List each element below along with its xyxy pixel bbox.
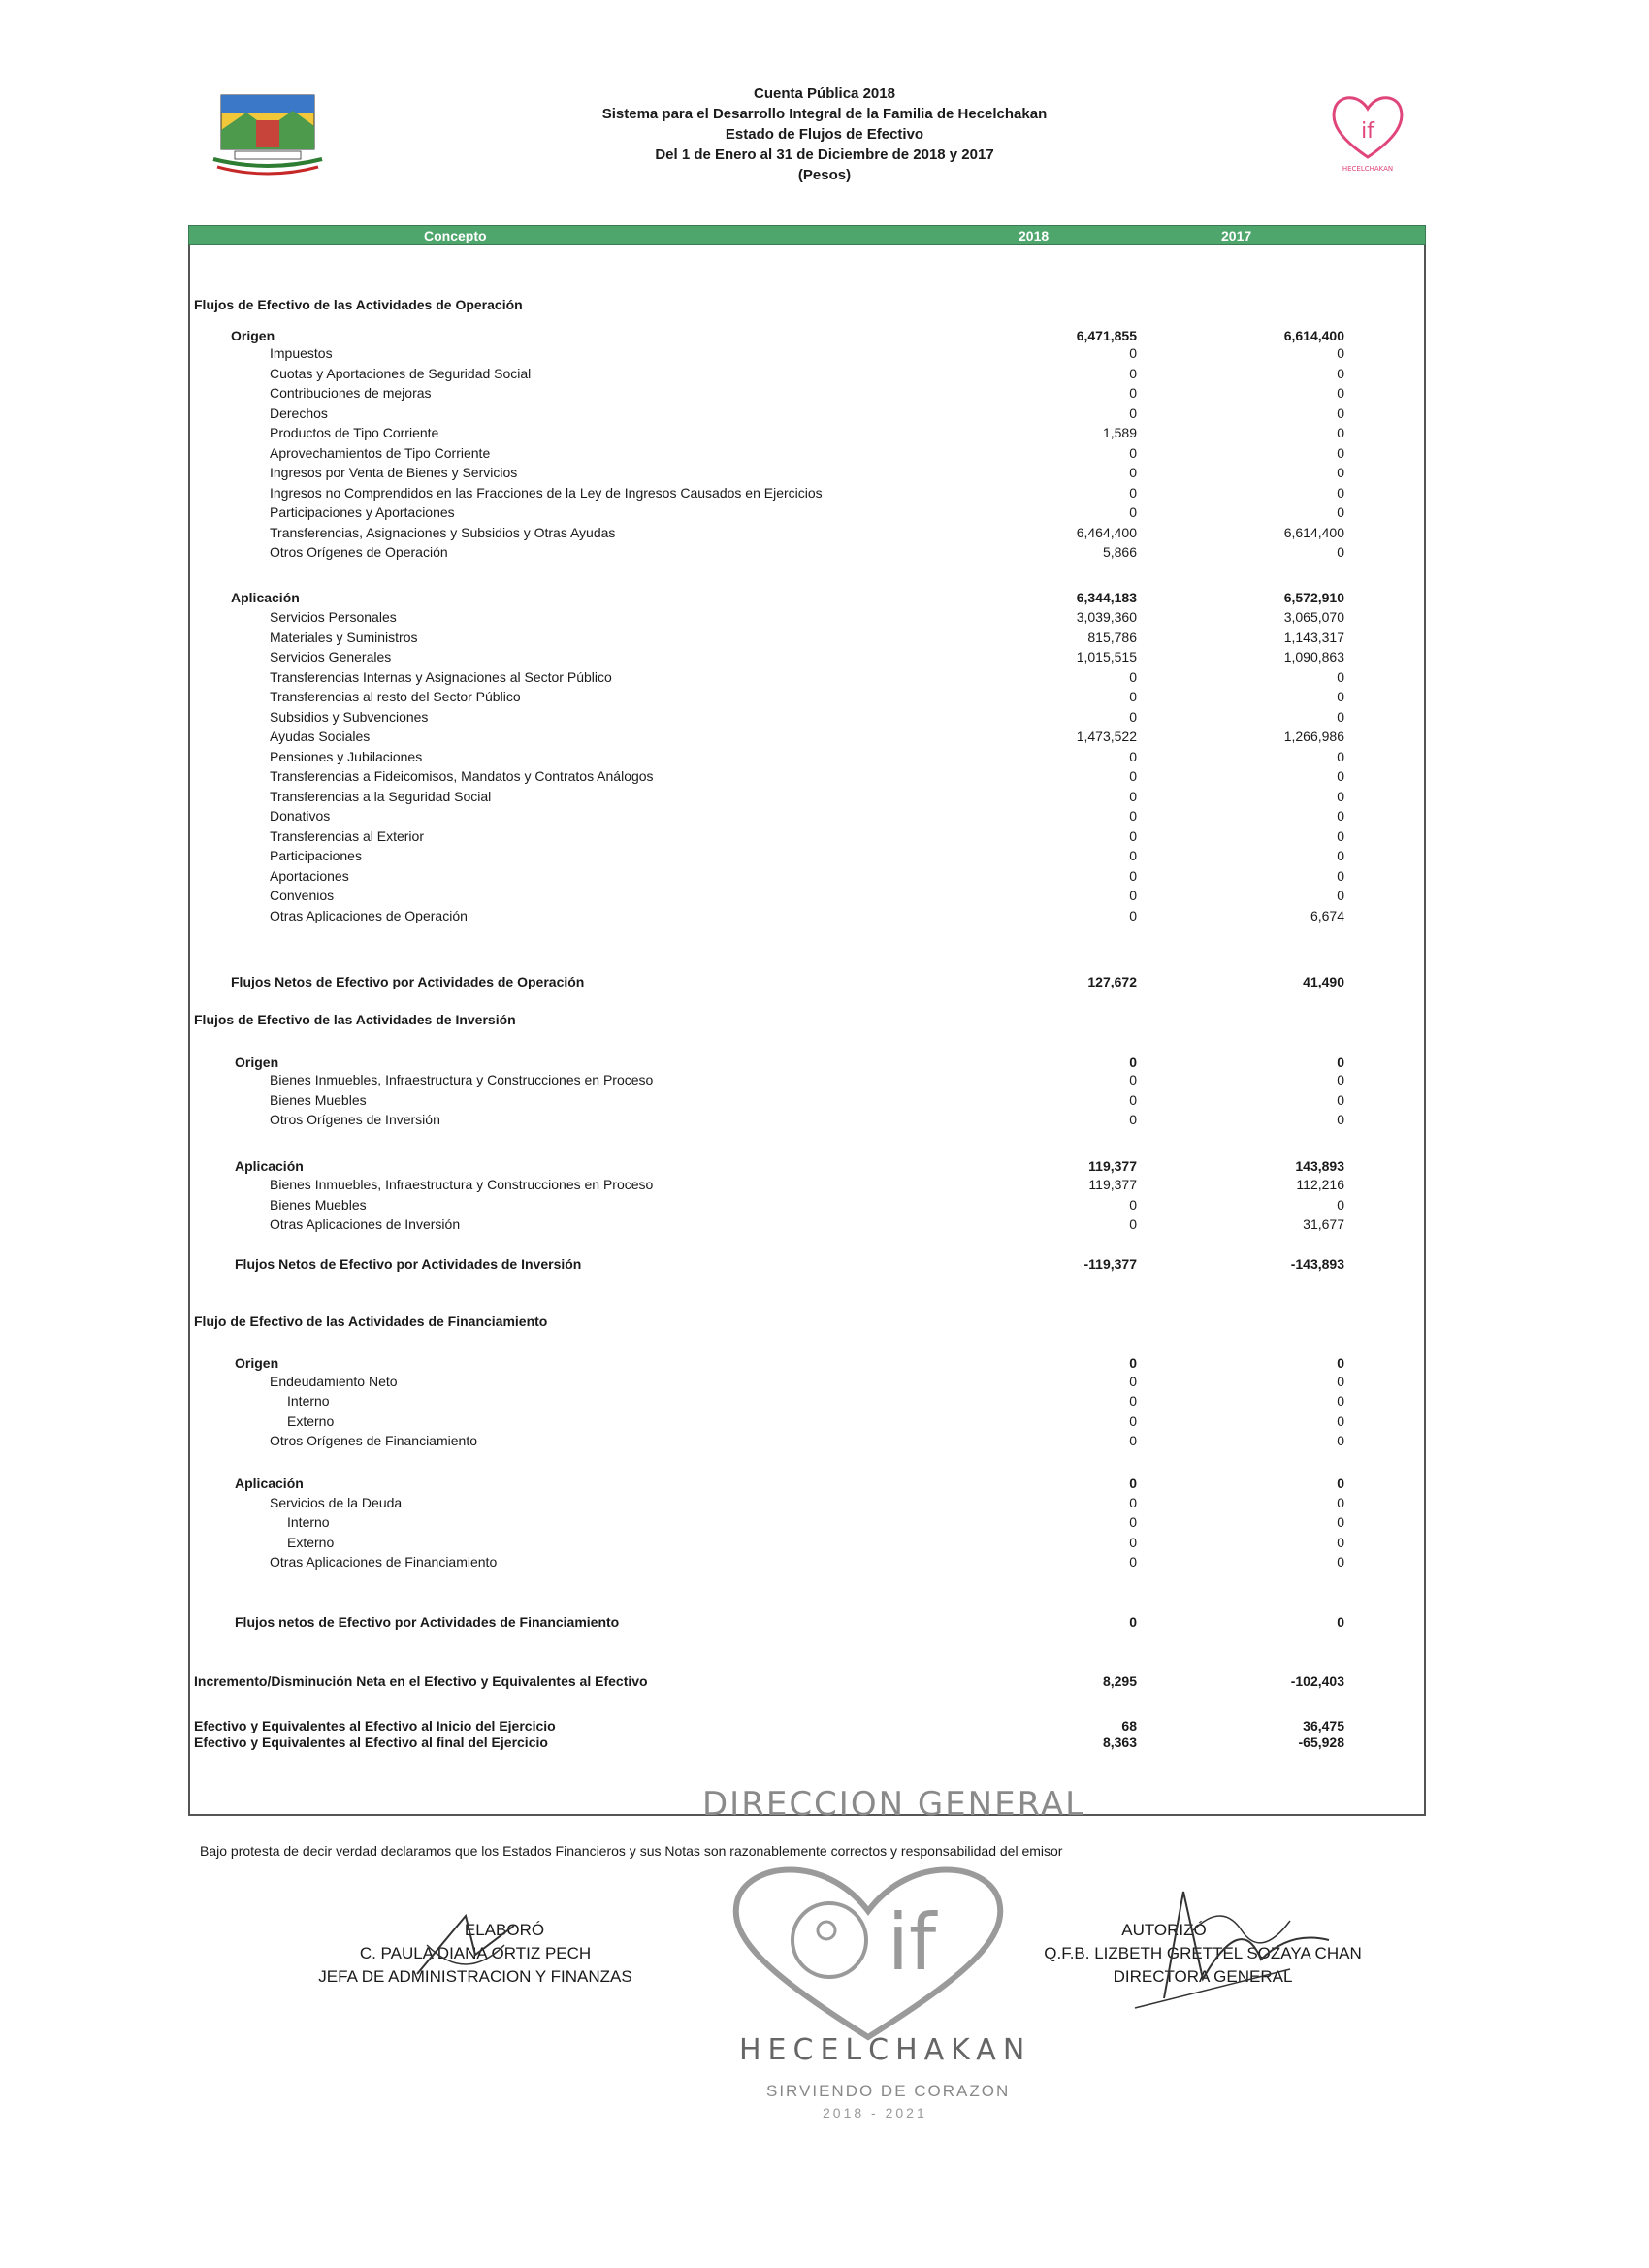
table-row: [190, 630, 1428, 648]
table-row: [190, 729, 1428, 747]
declaration-statement: Bajo protesta de decir verdad declaramos que los Estados Financieros y sus Notas son razonablemente correctos y responsabilidad del emisor: [200, 1843, 1063, 1859]
row-label: Interno: [287, 1514, 330, 1530]
table-row: [190, 525, 1428, 543]
row-value-2018: 0: [1129, 689, 1137, 704]
signature-scribble-left: [407, 1896, 524, 1993]
table-row: [190, 974, 1428, 992]
row-label: Origen: [235, 1054, 279, 1070]
row-label: Endeudamiento Neto: [270, 1374, 398, 1389]
row-value-2017: 0: [1337, 385, 1344, 401]
table-row: [190, 1374, 1428, 1392]
signature-name-elaboro: C. PAULA DIANA ORTIZ PECH: [359, 1944, 592, 1962]
table-row: [190, 425, 1428, 443]
table-row: [190, 789, 1428, 807]
row-value-2017: 1,090,863: [1283, 649, 1344, 664]
row-value-2017: 0: [1337, 1112, 1344, 1127]
row-value-2018: 8,295: [1102, 1673, 1137, 1689]
row-label: Efectivo y Equivalentes al Efectivo al final del Ejercicio: [194, 1734, 548, 1750]
row-label: Servicios Generales: [270, 649, 392, 664]
row-value-2017: 0: [1337, 544, 1344, 560]
row-value-2017: 112,216: [1296, 1177, 1344, 1192]
row-value-2018: 0: [1129, 1072, 1137, 1087]
row-value-2018: 0: [1129, 345, 1137, 361]
row-value-2018: 0: [1129, 868, 1137, 884]
row-value-2018: 0: [1129, 1054, 1137, 1070]
row-value-2017: 0: [1337, 504, 1344, 520]
row-value-2017: 0: [1337, 789, 1344, 804]
seal-motto: SIRVIENDO DE CORAZON: [766, 2082, 1011, 2100]
row-value-2018: 0: [1129, 669, 1137, 685]
row-label: Bienes Muebles: [270, 1092, 367, 1108]
row-value-2018: 0: [1129, 1197, 1137, 1213]
table-row: [190, 1673, 1428, 1692]
table-row: [190, 504, 1428, 523]
table-row: [190, 1012, 1428, 1030]
row-value-2018: 0: [1129, 749, 1137, 764]
row-value-2018: 815,786: [1087, 630, 1137, 645]
report-statement-name: Estado de Flujos de Efectivo: [725, 126, 924, 143]
signature-name-autorizo: Q.F.B. LIZBETH GRETTEL SOZAYA CHAN: [1044, 1944, 1362, 1962]
table-header: [188, 225, 1426, 245]
row-label: Participaciones y Aportaciones: [270, 504, 455, 520]
row-label: Otros Orígenes de Inversión: [270, 1112, 440, 1127]
row-value-2017: 0: [1337, 1554, 1344, 1570]
row-value-2018: 8,363: [1102, 1734, 1137, 1750]
row-label: Donativos: [270, 808, 331, 824]
report-entity: Sistema para el Desarrollo Integral de la Familia de Hecelchakan: [601, 106, 1048, 122]
row-value-2018: 6,464,400: [1076, 525, 1137, 540]
row-value-2017: -102,403: [1290, 1673, 1344, 1689]
row-value-2017: 0: [1337, 1197, 1344, 1213]
row-label: Ayudas Sociales: [270, 729, 371, 744]
row-value-2018: 0: [1129, 1216, 1137, 1232]
row-value-2018: 0: [1129, 1112, 1137, 1127]
row-label: Flujos netos de Efectivo por Actividades de Financiamiento: [235, 1614, 620, 1630]
row-value-2018: 127,672: [1087, 974, 1137, 989]
row-label: Transferencias a Fideicomisos, Mandatos y Contratos Análogos: [270, 768, 654, 784]
row-value-2018: -119,377: [1083, 1256, 1137, 1272]
row-value-2017: 0: [1337, 848, 1344, 863]
table-row: [190, 1535, 1428, 1553]
row-value-2017: 0: [1337, 669, 1344, 685]
row-label: Convenios: [270, 888, 335, 903]
row-value-2017: 0: [1337, 868, 1344, 884]
table-row: [190, 888, 1428, 906]
row-label: Transferencias al Exterior: [270, 828, 424, 844]
row-label: Otras Aplicaciones de Financiamiento: [270, 1554, 498, 1570]
row-label: Aplicación: [235, 1158, 304, 1174]
row-value-2018: 0: [1129, 888, 1137, 903]
row-value-2018: 0: [1129, 1374, 1137, 1389]
row-value-2017: 0: [1337, 1433, 1344, 1448]
table-row: [190, 669, 1428, 688]
table-row: [190, 1355, 1428, 1374]
seal-municipality-name: HECELCHAKAN: [739, 2033, 1032, 2067]
row-value-2017: 0: [1337, 1355, 1344, 1371]
row-label: Bienes Muebles: [270, 1197, 367, 1213]
row-value-2017: 0: [1337, 405, 1344, 421]
seal-mark: if: [887, 1897, 937, 1988]
row-value-2017: 6,674: [1310, 908, 1344, 923]
row-value-2017: 0: [1337, 1495, 1344, 1510]
row-label: Origen: [235, 1355, 279, 1371]
row-value-2018: 6,471,855: [1076, 328, 1137, 343]
row-value-2018: 119,377: [1088, 1158, 1137, 1174]
row-value-2018: 0: [1129, 908, 1137, 923]
row-label: Contribuciones de mejoras: [270, 385, 432, 401]
row-label: Flujos Netos de Efectivo por Actividades de Inversión: [235, 1256, 582, 1272]
row-label: Efectivo y Equivalentes al Efectivo al Inicio del Ejercicio: [194, 1718, 556, 1733]
row-value-2018: 1,589: [1102, 425, 1137, 440]
row-value-2017: 1,266,986: [1283, 729, 1344, 744]
row-value-2018: 0: [1129, 1535, 1137, 1550]
table-row: [190, 1393, 1428, 1411]
table-row: [190, 1734, 1428, 1753]
row-label: Otros Orígenes de Operación: [270, 544, 448, 560]
row-label: Flujos de Efectivo de las Actividades de Inversión: [194, 1012, 516, 1027]
row-label: Materiales y Suministros: [270, 630, 418, 645]
row-label: Aplicación: [231, 590, 300, 605]
row-value-2017: 6,614,400: [1283, 328, 1344, 343]
row-value-2017: 31,677: [1303, 1216, 1344, 1232]
column-header-2018: 2018: [1018, 228, 1050, 243]
table-row: [190, 405, 1428, 424]
row-value-2018: 0: [1129, 504, 1137, 520]
table-row: [190, 709, 1428, 728]
row-value-2017: 0: [1337, 808, 1344, 824]
table-row: [190, 808, 1428, 826]
table-row: [190, 1072, 1428, 1090]
row-label: Ingresos por Venta de Bienes y Servicios: [270, 465, 518, 480]
table-row: [190, 297, 1428, 315]
table-row: [190, 1092, 1428, 1111]
row-value-2018: 3,039,360: [1076, 609, 1137, 625]
row-value-2018: 0: [1129, 485, 1137, 501]
row-value-2018: 0: [1129, 445, 1137, 461]
table-row: [190, 544, 1428, 563]
row-value-2018: 0: [1129, 828, 1137, 844]
row-label: Transferencias a la Seguridad Social: [270, 789, 492, 804]
row-label: Pensiones y Jubilaciones: [270, 749, 423, 764]
signature-title-elaboro: JEFA DE ADMINISTRACION Y FINANZAS: [318, 1967, 632, 1986]
row-value-2017: 0: [1337, 1393, 1344, 1409]
table-row: [190, 485, 1428, 503]
row-label: Transferencias Internas y Asignaciones al Sector Público: [270, 669, 612, 685]
table-row: [190, 1554, 1428, 1572]
row-value-2018: 0: [1129, 366, 1137, 381]
row-value-2017: 0: [1337, 485, 1344, 501]
row-value-2018: 5,866: [1102, 544, 1137, 560]
dif-heart-logo: [1329, 89, 1406, 178]
row-value-2017: 0: [1337, 1475, 1344, 1491]
table-row: [190, 649, 1428, 667]
row-label: Subsidios y Subvenciones: [270, 709, 429, 725]
row-value-2017: 0: [1337, 425, 1344, 440]
row-value-2018: 0: [1129, 1092, 1137, 1108]
table-row: [190, 848, 1428, 866]
table-row: [190, 749, 1428, 767]
table-row: [190, 1495, 1428, 1513]
row-value-2017: -65,928: [1298, 1734, 1344, 1750]
table-row: [190, 1177, 1428, 1195]
row-value-2018: 0: [1129, 1393, 1137, 1409]
row-label: Derechos: [270, 405, 328, 421]
report-currency: (Pesos): [797, 167, 852, 183]
table-row: [190, 1216, 1428, 1235]
table-row: [190, 1054, 1428, 1073]
row-label: Cuotas y Aportaciones de Seguridad Social: [270, 366, 532, 381]
table-row: [190, 385, 1428, 404]
row-value-2017: 0: [1337, 1072, 1344, 1087]
row-value-2017: 6,572,910: [1283, 590, 1344, 605]
row-label: Incremento/Disminución Neta en el Efectivo y Equivalentes al Efectivo: [194, 1673, 648, 1689]
row-label: Origen: [231, 328, 275, 343]
signature-role-elaboro: ELABORÓ: [464, 1921, 545, 1939]
table-row: [190, 908, 1428, 926]
report-period: Del 1 de Enero al 31 de Diciembre de 2018 y 2017: [655, 146, 994, 163]
row-value-2017: 0: [1337, 1514, 1344, 1530]
row-label: Servicios de la Deuda: [270, 1495, 403, 1510]
row-value-2017: 0: [1337, 345, 1344, 361]
row-label: Servicios Personales: [270, 609, 397, 625]
row-value-2017: 0: [1337, 1413, 1344, 1429]
row-value-2018: 0: [1129, 1413, 1137, 1429]
table-row: [190, 1112, 1428, 1130]
row-value-2018: 0: [1129, 385, 1137, 401]
table-row: [190, 828, 1428, 847]
row-value-2018: 1,473,522: [1076, 729, 1137, 744]
row-label: Otras Aplicaciones de Operación: [270, 908, 468, 923]
row-label: Productos de Tipo Corriente: [270, 425, 439, 440]
row-value-2018: 0: [1129, 1495, 1137, 1510]
row-value-2017: 0: [1337, 749, 1344, 764]
row-label: Bienes Inmuebles, Infraestructura y Construcciones en Proceso: [270, 1072, 654, 1087]
signature-role-autorizo: AUTORIZÓ: [1121, 1921, 1207, 1939]
row-value-2017: 0: [1337, 768, 1344, 784]
row-label: Flujos Netos de Efectivo por Actividades de Operación: [231, 974, 585, 989]
row-value-2017: 0: [1337, 445, 1344, 461]
row-value-2017: 3,065,070: [1283, 609, 1344, 625]
row-value-2018: 0: [1129, 848, 1137, 863]
direccion-general-stamp: DIRECCION GENERAL: [702, 1785, 1086, 1824]
table-row: [190, 609, 1428, 628]
row-value-2017: 0: [1337, 1535, 1344, 1550]
table-row: [190, 689, 1428, 707]
row-label: Aprovechamientos de Tipo Corriente: [270, 445, 491, 461]
row-value-2017: 1,143,317: [1283, 630, 1344, 645]
row-value-2018: 0: [1129, 405, 1137, 421]
row-value-2017: 0: [1337, 465, 1344, 480]
row-value-2018: 119,377: [1088, 1177, 1137, 1192]
row-label: Ingresos no Comprendidos en las Fracciones de la Ley de Ingresos Causados en Ejercicios: [270, 485, 823, 501]
report-title-account: Cuenta Pública 2018: [754, 85, 895, 102]
table-row: [190, 1614, 1428, 1633]
row-value-2018: 0: [1129, 709, 1137, 725]
table-row: [190, 868, 1428, 887]
row-value-2017: 41,490: [1303, 974, 1344, 989]
row-value-2018: 68: [1121, 1718, 1137, 1733]
row-label: Aplicación: [235, 1475, 304, 1491]
table-row: [190, 1475, 1428, 1494]
row-value-2017: 0: [1337, 1614, 1344, 1630]
row-label: Flujos de Efectivo de las Actividades de Operación: [194, 297, 523, 312]
row-value-2017: -143,893: [1290, 1256, 1344, 1272]
row-value-2017: 0: [1337, 709, 1344, 725]
row-value-2018: 0: [1129, 789, 1137, 804]
row-value-2018: 0: [1129, 808, 1137, 824]
row-value-2018: 1,015,515: [1076, 649, 1137, 664]
row-label: Externo: [287, 1535, 335, 1550]
row-label: Transferencias al resto del Sector Público: [270, 689, 521, 704]
table-row: [190, 590, 1428, 608]
row-value-2018: 0: [1129, 1554, 1137, 1570]
row-value-2018: 6,344,183: [1076, 590, 1137, 605]
table-row: [190, 1197, 1428, 1215]
row-value-2017: 0: [1337, 689, 1344, 704]
column-header-2017: 2017: [1221, 228, 1252, 243]
row-label: Impuestos: [270, 345, 333, 361]
row-value-2018: 0: [1129, 1355, 1137, 1371]
logo-mark: if: [1361, 119, 1374, 144]
table-row: [190, 1313, 1428, 1332]
row-value-2018: 0: [1129, 465, 1137, 480]
signature-scribble-right: [1096, 1872, 1348, 2018]
row-label: Otros Orígenes de Financiamiento: [270, 1433, 477, 1448]
table-row: [190, 1256, 1428, 1275]
row-value-2017: 0: [1337, 828, 1344, 844]
row-label: Interno: [287, 1393, 330, 1409]
row-value-2017: 6,614,400: [1283, 525, 1344, 540]
row-value-2017: 0: [1337, 366, 1344, 381]
table-row: [190, 768, 1428, 787]
row-value-2017: 0: [1337, 888, 1344, 903]
column-header-concept: Concepto: [424, 228, 487, 243]
table-row: [190, 1413, 1428, 1432]
cash-flow-table: [188, 225, 1426, 1816]
signature-title-autorizo: DIRECTORA GENERAL: [1113, 1967, 1293, 1986]
row-value-2017: 0: [1337, 1374, 1344, 1389]
row-label: Transferencias, Asignaciones y Subsidios y Otras Ayudas: [270, 525, 616, 540]
table-row: [190, 1514, 1428, 1533]
row-label: Bienes Inmuebles, Infraestructura y Construcciones en Proceso: [270, 1177, 654, 1192]
row-value-2017: 0: [1337, 1054, 1344, 1070]
table-row: [190, 1158, 1428, 1177]
table-row: [190, 345, 1428, 364]
table-row: [190, 445, 1428, 464]
row-value-2017: 36,475: [1303, 1718, 1344, 1733]
row-value-2018: 0: [1129, 1614, 1137, 1630]
seal-years: 2018 - 2021: [823, 2105, 927, 2121]
table-row: [190, 1433, 1428, 1451]
table-row: [190, 465, 1428, 483]
table-row: [190, 328, 1428, 346]
table-row: [190, 366, 1428, 384]
row-label: Flujo de Efectivo de las Actividades de Financiamiento: [194, 1313, 548, 1329]
row-value-2017: 143,893: [1295, 1158, 1344, 1174]
row-label: Otras Aplicaciones de Inversión: [270, 1216, 461, 1232]
row-value-2018: 0: [1129, 1514, 1137, 1530]
row-label: Aportaciones: [270, 868, 349, 884]
row-label: Participaciones: [270, 848, 362, 863]
row-label: Externo: [287, 1413, 335, 1429]
row-value-2018: 0: [1129, 768, 1137, 784]
row-value-2018: 0: [1129, 1475, 1137, 1491]
row-value-2017: 0: [1337, 1092, 1344, 1108]
logo-caption: HECELCHAKAN: [1342, 165, 1394, 173]
row-value-2018: 0: [1129, 1433, 1137, 1448]
